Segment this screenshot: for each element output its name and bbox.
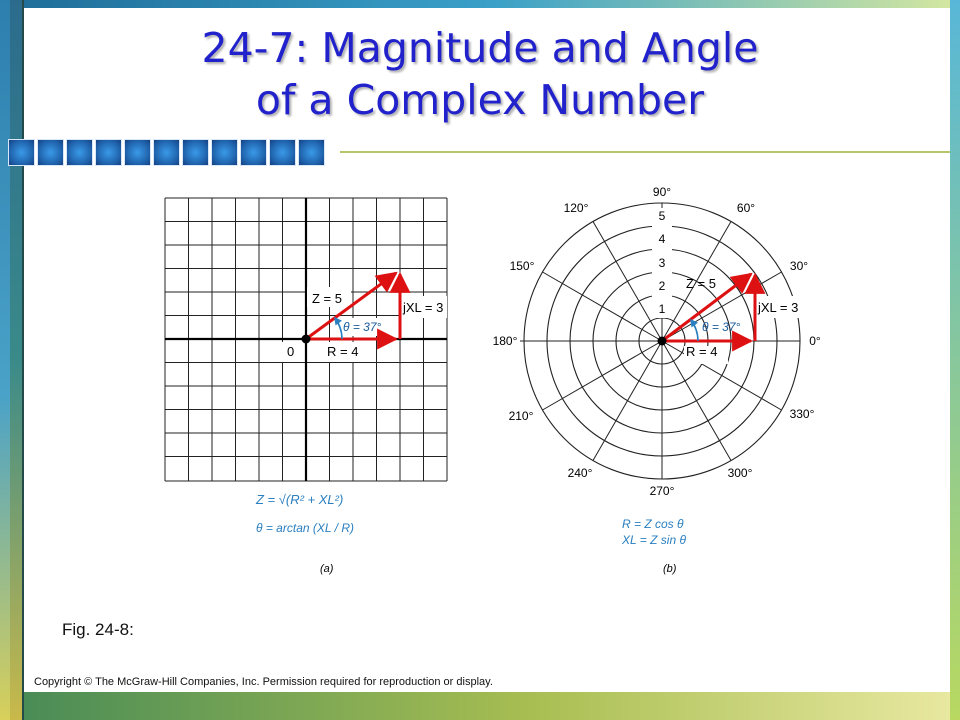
radius-label: 5	[658, 209, 666, 223]
formula-r: R = Z cos θ	[622, 517, 684, 531]
panel-a-sublabel: (a)	[320, 563, 334, 575]
angle-label: 240°	[567, 466, 593, 480]
jxl-label: jXL = 3	[758, 300, 799, 315]
angle-label: 30°	[789, 259, 809, 273]
angle-label: 120°	[563, 201, 589, 215]
angle-label: 270°	[649, 484, 675, 498]
z-label: Z = 5	[312, 291, 342, 306]
theta-label: θ = 37°	[702, 320, 741, 334]
formula-z: Z = √(R² + XL²)	[256, 492, 344, 507]
angle-label: 180°	[492, 334, 518, 348]
panel-a-rectangular	[165, 198, 447, 575]
formula-theta: θ = arctan (XL / R)	[256, 521, 354, 535]
copyright-notice: Copyright © The McGraw-Hill Companies, Inc. Permission required for reproduction or display.	[34, 676, 493, 688]
z-label: Z = 5	[686, 276, 716, 291]
title-line-1: 24-7: Magnitude and Angle	[201, 24, 759, 72]
angle-label: 330°	[789, 407, 815, 421]
panel-b-sublabel: (b)	[663, 563, 677, 575]
r-label: R = 4	[327, 344, 359, 359]
angle-label: 300°	[727, 466, 753, 480]
angle-label: 60°	[736, 201, 756, 215]
angle-label: 0°	[809, 334, 821, 348]
jxl-label: jXL = 3	[403, 300, 444, 315]
figure-caption: Fig. 24-8:	[62, 620, 134, 639]
angle-label: 150°	[509, 259, 535, 273]
title-line-2: of a Complex Number	[255, 76, 705, 124]
angle-label: 90°	[652, 185, 672, 199]
origin-point	[302, 335, 311, 344]
radius-label: 2	[658, 279, 666, 293]
angle-label: 210°	[508, 409, 534, 423]
panel-b-polar	[493, 185, 821, 575]
r-label: R = 4	[686, 344, 718, 359]
origin-label: 0	[287, 344, 295, 359]
theta-label: θ = 37°	[343, 320, 382, 334]
radius-label: 1	[658, 302, 666, 316]
formula-xl: XL = Z sin θ	[622, 533, 686, 547]
radius-label: 4	[658, 232, 666, 246]
radius-label: 3	[658, 256, 666, 270]
origin-point	[658, 337, 667, 346]
